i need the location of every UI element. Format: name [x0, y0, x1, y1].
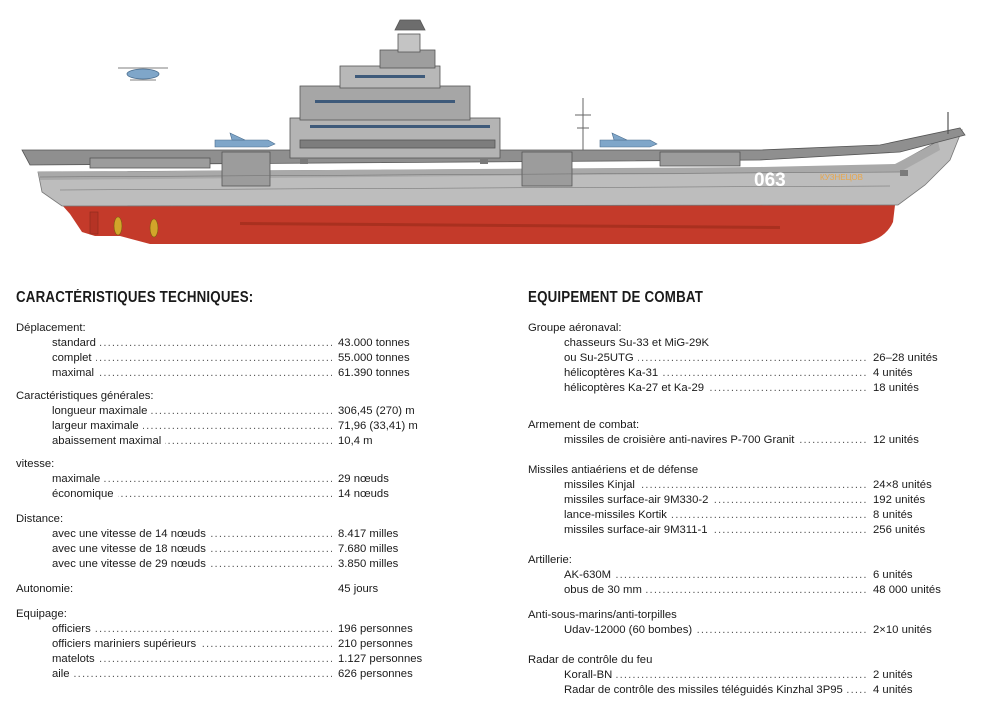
- spec-row: [0, 336, 996, 351]
- spec-value: 1.127 personnes: [338, 653, 423, 665]
- section-heading: Distance:: [16, 513, 64, 525]
- spec-row: [0, 381, 996, 396]
- spec-value: 4 unités: [873, 684, 913, 696]
- spec-row: [0, 542, 996, 557]
- spec-value: 2 unités: [873, 669, 913, 681]
- spec-value: 3.850 milles: [338, 558, 399, 570]
- spec-row: [0, 523, 996, 538]
- spec-label: ou Su-25UTG: [564, 351, 638, 366]
- spec-label: Radar de contrôle des missiles téléguidés Kinzhal 3P95: [564, 683, 847, 698]
- spec-label: abaissement maximal: [52, 434, 165, 449]
- section-heading: Equipage:: [16, 608, 67, 620]
- spec-value: 192 unités: [873, 494, 926, 506]
- spec-value: 306,45 (270) m: [338, 405, 415, 417]
- section-heading: Missiles antiaériens et de défense: [528, 464, 699, 476]
- spec-label: hélicoptères Ka-27 et Ka-29: [564, 381, 708, 396]
- spec-value: 6 unités: [873, 569, 913, 581]
- spec-label: lance-missiles Kortik: [564, 508, 671, 523]
- spec-label: aile: [52, 667, 74, 682]
- spec-value: 256 unités: [873, 524, 926, 536]
- spec-value: 210 personnes: [338, 638, 413, 650]
- spec-row: [0, 404, 996, 419]
- spec-label: obus de 30 mm: [564, 583, 646, 598]
- section-heading: Déplacement:: [16, 322, 86, 334]
- section-heading: Armement de combat:: [528, 419, 640, 431]
- section-heading: Artillerie:: [528, 554, 572, 566]
- spec-label: missiles de croisière anti-navires P-700 Granit: [564, 433, 798, 448]
- spec-value: 12 unités: [873, 434, 919, 446]
- spec-label: avec une vitesse de 14 nœuds: [52, 527, 210, 542]
- spec-label: avec une vitesse de 29 nœuds: [52, 557, 210, 572]
- ship-illustration: [0, 0, 996, 270]
- spec-label: standard: [52, 336, 100, 351]
- section-heading: Anti-sous-marins/anti-torpilles: [528, 609, 677, 621]
- section-heading: Autonomie:: [16, 583, 74, 595]
- spec-label: Udav-12000 (60 bombes): [564, 623, 696, 638]
- spec-row: [0, 433, 996, 448]
- spec-value: 8 unités: [873, 509, 913, 521]
- spec-label: maximal: [52, 366, 98, 381]
- spec-label: missiles surface-air 9M311-1: [564, 523, 712, 538]
- spec-label: missiles surface-air 9M330-2: [564, 493, 712, 508]
- spec-value: 10,4 m: [338, 435, 373, 447]
- spec-row: [0, 493, 996, 508]
- spec-value: 26–28 unités: [873, 352, 938, 364]
- spec-value: 55.000 tonnes: [338, 352, 410, 364]
- island-superstructure: [290, 20, 500, 158]
- spec-label: chasseurs Su-33 et MiG-29K: [564, 336, 713, 351]
- spec-value: 8.417 milles: [338, 528, 399, 540]
- helicopter-ka: [118, 68, 168, 80]
- ship-name-plate: КУЗНЕЦОВ: [820, 173, 863, 182]
- spec-value: 71,96 (33,41) m: [338, 420, 418, 432]
- hull-number: 063: [754, 170, 786, 191]
- section-heading: Radar de contrôle du feu: [528, 654, 653, 666]
- spec-label: officiers mariniers supérieurs: [52, 637, 200, 652]
- section-heading: vitesse:: [16, 458, 55, 470]
- spec-row: [0, 419, 996, 434]
- spec-label: longueur maximale: [52, 404, 151, 419]
- spec-value: 14 nœuds: [338, 488, 389, 500]
- spec-row: [0, 637, 996, 652]
- spec-row: [0, 683, 996, 698]
- section-value: 45 jours: [338, 583, 379, 595]
- spec-label: économique: [52, 487, 118, 502]
- spec-label: missiles Kinjal: [564, 478, 639, 493]
- spec-value: 43.000 tonnes: [338, 337, 410, 349]
- spec-label: Korall-BN: [564, 668, 616, 683]
- spec-value: 48 000 unités: [873, 584, 941, 596]
- spec-value: 61.390 tonnes: [338, 367, 410, 379]
- spec-row: [0, 623, 996, 638]
- spec-label: avec une vitesse de 18 nœuds: [52, 542, 210, 557]
- spec-row: [0, 351, 996, 366]
- spec-row: [0, 583, 996, 598]
- spec-row: [0, 668, 996, 683]
- spec-value: 4 unités: [873, 367, 913, 379]
- spec-value: 24×8 unités: [873, 479, 932, 491]
- right-title: EQUIPEMENT DE COMBAT: [528, 289, 704, 306]
- spec-label: complet: [52, 351, 96, 366]
- section-heading: Groupe aéronaval:: [528, 322, 622, 334]
- spec-label: matelots: [52, 652, 99, 667]
- spec-label: officiers: [52, 622, 95, 637]
- section-heading: Caractéristiques générales:: [16, 390, 154, 402]
- spec-value: 29 nœuds: [338, 473, 389, 485]
- spec-row: [0, 568, 996, 583]
- lattice-mast: [575, 98, 591, 150]
- spec-row: [0, 652, 996, 667]
- spec-row: [0, 366, 996, 381]
- left-title: CARACTÉRISTIQUES TECHNIQUES:: [16, 289, 254, 306]
- spec-value: 7.680 milles: [338, 543, 399, 555]
- spec-value: 2×10 unités: [873, 624, 932, 636]
- spec-label: largeur maximale: [52, 419, 143, 434]
- spec-label: maximale: [52, 472, 104, 487]
- spec-value: 196 personnes: [338, 623, 413, 635]
- spec-value: 626 personnes: [338, 668, 413, 680]
- spec-row: [0, 478, 996, 493]
- spec-label: AK-630M: [564, 568, 615, 583]
- spec-row: [0, 508, 996, 523]
- spec-value: 18 unités: [873, 382, 919, 394]
- spec-label: hélicoptères Ka-31: [564, 366, 662, 381]
